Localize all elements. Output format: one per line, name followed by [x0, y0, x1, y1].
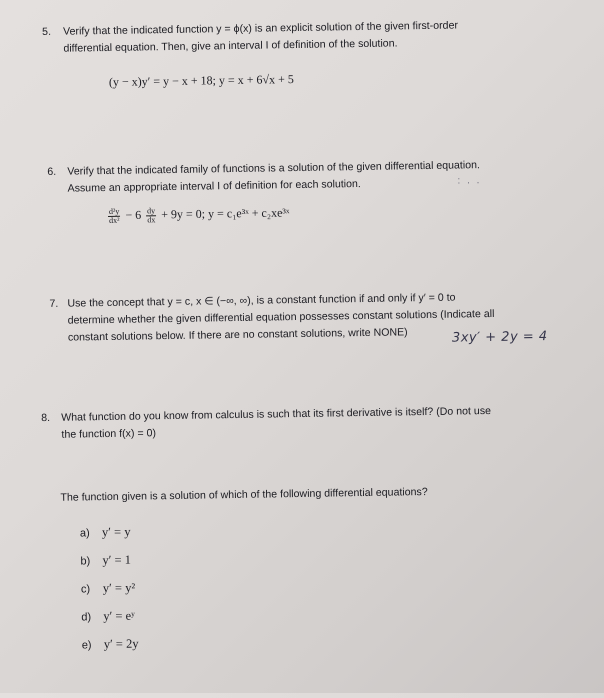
q6-coefficient: − 6 — [125, 207, 142, 222]
q7-number: 7. — [49, 297, 59, 310]
q6-fraction-dy: $\frac{dy}{dx}$ — [147, 206, 156, 225]
q7-line3: constant solutions below. If there are no constant solutions, write NONE) — [67, 326, 408, 344]
q8-option-d: d) y′ = eʸ — [81, 608, 135, 624]
q7-handwritten-answer: 3xy′ + 2y = 4 — [451, 329, 548, 346]
q6-equation — [106, 205, 290, 225]
q8-text — [61, 402, 581, 444]
q5-line1: Verify that the indicated function y = ϕ(x) is an explicit solution of the given first-order — [63, 19, 459, 38]
q5-text — [63, 16, 583, 58]
q6-text — [67, 155, 587, 197]
q5-line2: differential equation. Then, give an interval I of definition of the solution. — [63, 37, 398, 55]
q6-number: 6. — [47, 165, 57, 178]
q8-option-e: e) y′ = 2y — [81, 636, 139, 652]
q5-number: 5. — [42, 25, 52, 39]
q8-number: 8. — [41, 411, 51, 425]
q8-prompt: The function given is a solution of which of the following differential equations? — [60, 486, 428, 504]
q7-line1: Use the concept that y = c, x ∈ (−∞, ∞), is a constant function if and only if y′ = 0 to — [67, 291, 456, 310]
q5-equation: (y − x)y′ = y − x + 18; y = x + 6√x + 5 — [108, 72, 294, 89]
q6-line2: Assume an appropriate interval I of definition for each solution. — [67, 178, 361, 195]
q8-line1: What function do you know from calculus is such that its first derivative is itself? (Do not use — [61, 405, 492, 424]
q7-line2: determine whether the given differential equation possesses constant solutions (Indicate all — [67, 307, 495, 327]
q8-line2: the function f(x) = 0) — [61, 427, 157, 441]
q8-option-b: b) y′ = 1 — [80, 552, 132, 568]
q6-line1: Verify that the indicated family of functions is a solution of the given differential equation. — [67, 159, 480, 178]
q6-dots: : . . — [457, 175, 482, 187]
q8-option-a: a) y′ = y — [79, 524, 131, 540]
q8-option-c: c) y′ = y² — [80, 580, 136, 596]
q6-equation-rest: + 9y = 0; y = c₁e³ˣ + c₂xe³ˣ — [161, 205, 290, 222]
q6-fraction-d2y: $\frac{\text{d²y}}{\text{dx²}}$ — [108, 206, 120, 225]
